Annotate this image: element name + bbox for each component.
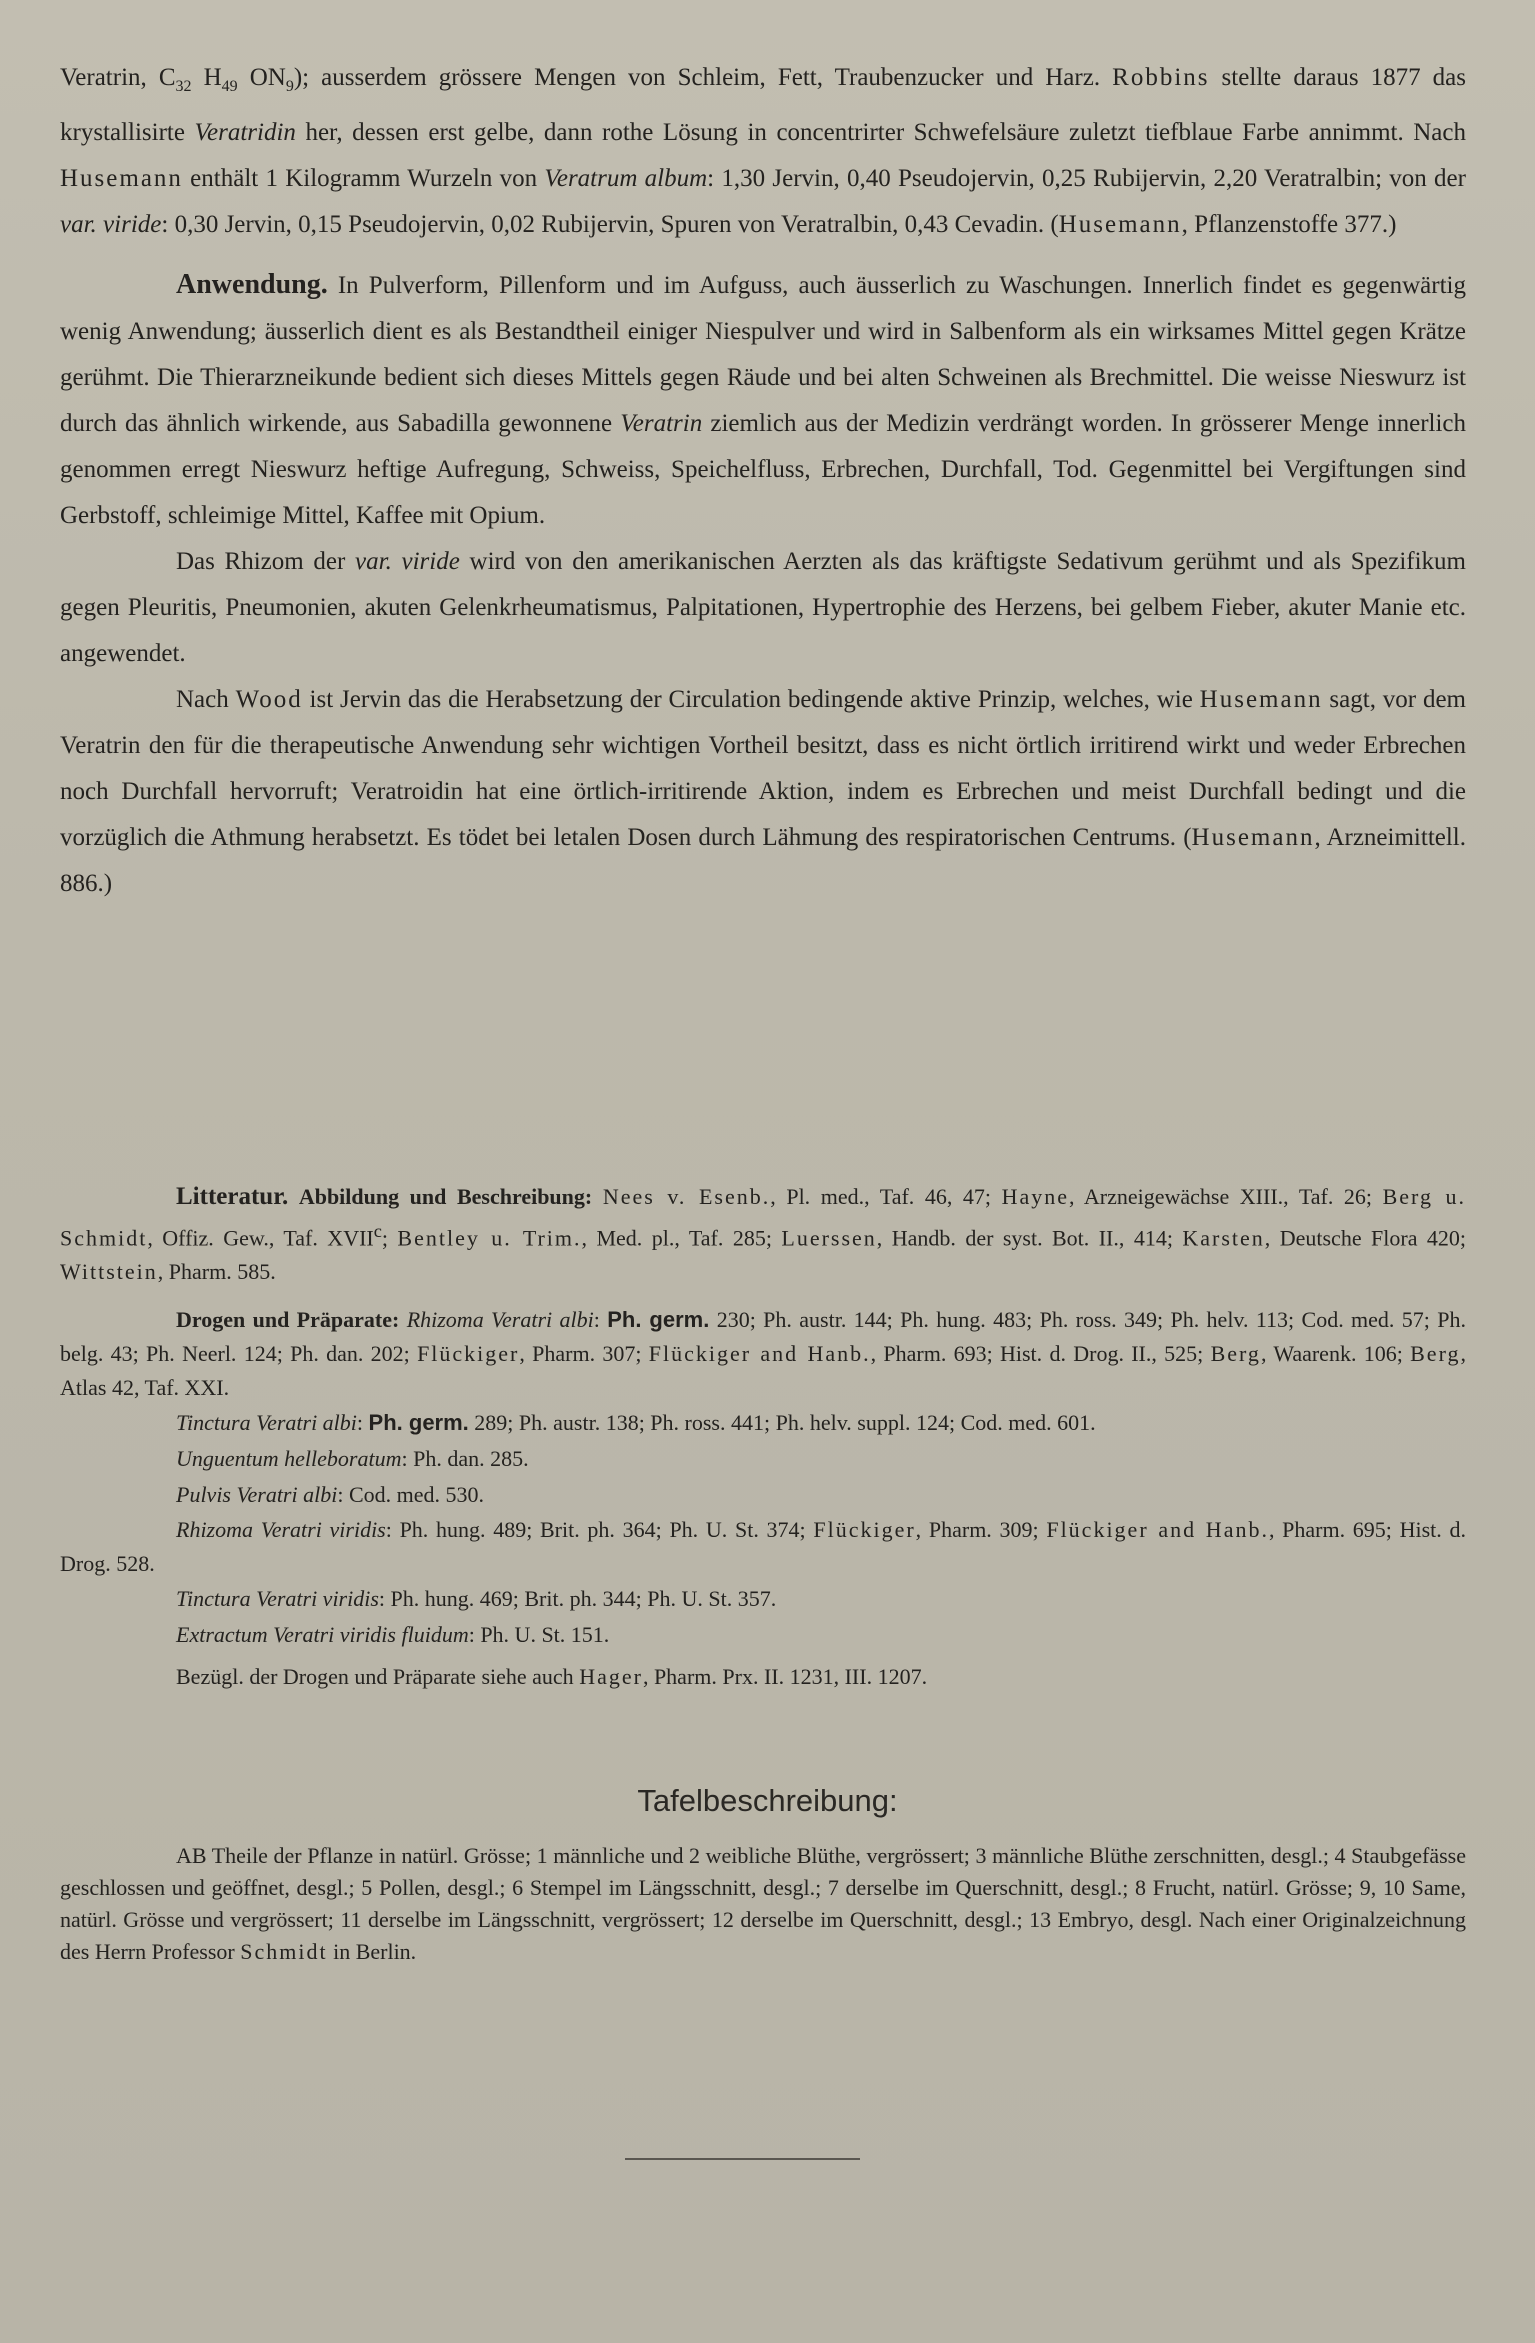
rhizom-paragraph: Das Rhizom der var. viride wird von den amerikanischen Aerzten als das kräftigste Sedativum gerühmt und als Spezifikum gegen Pleuritis, Pneumonien, akuten Gelenkrheumatismus, Palpitationen, Hypertrophie des Herzens, bei gelbem Fieber, akuter Manie etc. angewendet. — [60, 548, 1467, 667]
drogen-heading: Drogen und Präparate: — [176, 1307, 400, 1333]
litteratur-block — [60, 1180, 1466, 1695]
entry-tinctura-albi: Tinctura Veratri albi: Ph. germ. 289; Ph. austr. 138; Ph. ross. 441; Ph. helv. suppl. 124; Cod. med. 601. — [176, 1410, 1096, 1436]
entry-bezuegl: Bezügl. der Drogen und Präparate siehe auch Hager, Pharm. Prx. II. 1231, III. 1207. — [176, 1664, 928, 1690]
litteratur-heading: Litteratur. — [176, 1183, 289, 1210]
tafelbeschreibung-title: Tafelbeschreibung: — [637, 1783, 898, 1818]
tafel-paragraph: AB Theile der Pflanze in natürl. Grösse; 1 männliche und 2 weibliche Blüthe, vergrössert; 3 männliche Blüthe zerschnitten, desgl.; 4 Staubgefässe geschlossen und geöffnet, desgl.; 5 Pollen, desgl.; 6 Stempel im Längsschnitt, desgl.; 7 derselbe im Querschnitt, desgl.; 8 Frucht, natürl. Grösse; 9, 10 Same, natürl. Grösse und vergrössert; 11 derselbe im Längsschnitt, vergrössert; 12 derselbe im Querschnitt, desgl.; 13 Embryo, desgl. Nach einer Originalzeichnung des Herrn Professor Schmidt in Berlin. — [60, 1843, 1466, 1964]
end-rule — [625, 2158, 860, 2160]
entry-unguentum: Unguentum helleboratum: Ph. dan. 285. — [176, 1446, 529, 1472]
entry-tinctura-viridis: Tinctura Veratri viridis: Ph. hung. 469; Brit. ph. 344; Ph. U. St. 357. — [176, 1586, 777, 1612]
tafel-block — [60, 1840, 1466, 1968]
entry-extractum: Extractum Veratri viridis fluidum: Ph. U. St. 151. — [176, 1622, 610, 1648]
anwendung-heading: Anwendung. — [176, 269, 328, 300]
litteratur-paragraph: Litteratur. Abbildung und Beschreibung: Nees v. Esenb., Pl. med., Taf. 46, 47; Hayne, Arzneigewächse XIII., Taf. 26; Berg u. Schmidt, Offiz. Gew., Taf. XVII$^c$; Bentley u. Trim., Med. pl., Taf. 285; Luerssen, Handb. der syst. Bot. II., 414; Karsten, Deutsche Flora 420; Wittstein, Pharm. 585. — [60, 1183, 1467, 1285]
drogen-paragraph: Drogen und Präparate: Rhizoma Veratri albi: Ph. germ. 230; Ph. austr. 144; Ph. hung. 483; Ph. ross. 349; Ph. helv. 113; Cod. med. 57; Ph. belg. 43; Ph. Neerl. 124; Ph. dan. 202; Flückiger, Pharm. 307; Flückiger and Hanb., Pharm. 693; Hist. d. Drog. II., 525; Berg, Waarenk. 106; Berg, Atlas 42, Taf. XXI. — [60, 1307, 1466, 1401]
entry-pulvis: Pulvis Veratri albi: Cod. med. 530. — [176, 1482, 484, 1508]
author-robbins: Robbins — [1112, 64, 1210, 91]
author-husemann: Husemann — [60, 165, 183, 192]
wood-paragraph: Nach Wood ist Jervin das die Herabsetzung der Circulation bedingende aktive Prinzip, welches, wie Husemann sagt, vor dem Veratrin den für die therapeutische Anwendung sehr wichtigen Vortheil besitzt, dass es nicht örtlich irritirend wirkt und weder Erbrechen noch Durchfall hervorruft; Veratroidin hat eine örtlich-irritirende Aktion, indem es Erbrechen und meist Durchfall bedingt und die vorzüglich die Athmung herabsetzt. Es tödet bei letalen Dosen durch Lähmung des respiratorischen Centrums. (Husemann, Arzneimittell. 886.) — [60, 686, 1466, 897]
top-paragraph-block — [60, 55, 1466, 907]
entry-rhizoma-viridis: Rhizoma Veratri viridis: Ph. hung. 489; Brit. ph. 364; Ph. U. St. 374; Flückiger, Pharm. 309; Flückiger and Hanb., Pharm. 695; Hist. d. Drog. 528. — [60, 1517, 1466, 1577]
composition-paragraph: Veratrin, $C_{32}$ $H_{49}$ $ON_9$); ausserdem grössere Mengen von Schleim, Fett, Traubenzucker und Harz. Robbins stellte daraus 1877 das krystallisirte Veratridin her, dessen erst gelbe, dann rothe Lösung in concentrirter Schwefelsäure zuletzt tiefblaue Farbe annimmt. Nach Husemann enthält 1 Kilogramm Wurzeln von Veratrum album: 1,30 Jervin, 0,40 Pseudojervin, 0,25 Rubijervin, 2,20 Veratralbin; von der var. viride: 0,30 Jervin, 0,15 Pseudojervin, 0,02 Rubijervin, Spuren von Veratralbin, 0,43 Cevadin. (Husemann, Pflanzenstoffe 377.) — [60, 64, 1467, 238]
anwendung-paragraph: Anwendung. In Pulverform, Pillenform und im Aufguss, auch äusserlich zu Waschungen. Innerlich findet es gegenwärtig wenig Anwendung; äusserlich dient es als Bestandtheil einiger Niespulver und wird in Salbenform als ein wirksames Mittel gegen Krätze gerühmt. Die Thierarzneikunde bedient sich dieses Mittels gegen Räude und bei alten Schweinen als Brechmittel. Die weisse Nieswurz ist durch das ähnlich wirkende, aus Sabadilla gewonnene Veratrin ziemlich aus der Medizin verdrängt worden. In grösserer Menge innerlich genommen erregt Nieswurz heftige Aufregung, Schweiss, Speichelfluss, Erbrechen, Durchfall, Tod. Gegenmittel bei Vergiftungen sind Gerbstoff, schleimige Mittel, Kaffee mit Opium. — [60, 269, 1467, 529]
